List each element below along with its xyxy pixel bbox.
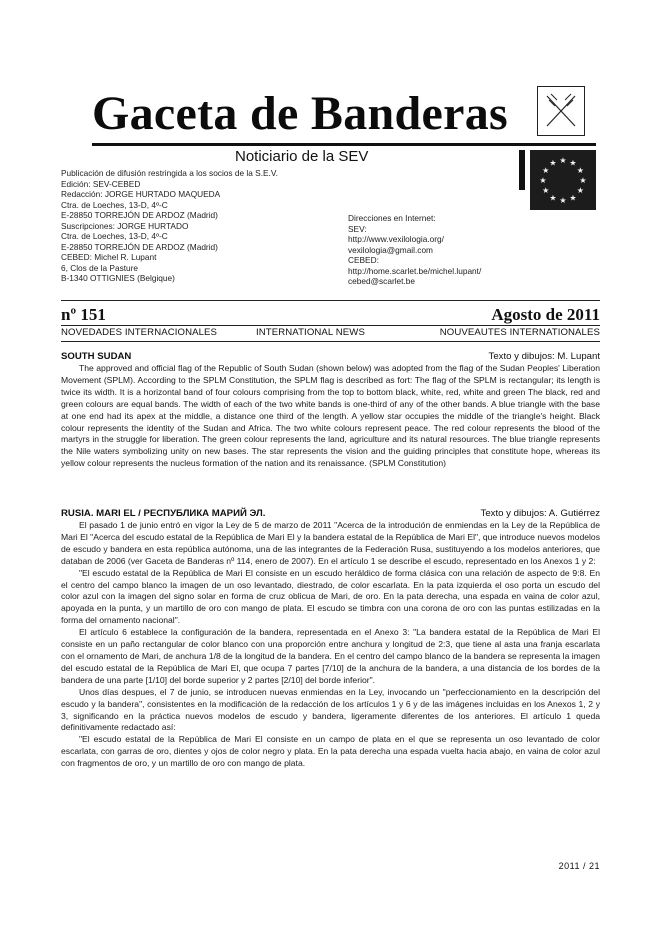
address-line: Redacción: JORGE HURTADO MAQUEDA: [61, 189, 221, 199]
address-line: E-28850 TORREJÓN DE ARDOZ (Madrid): [61, 210, 218, 220]
web-line: SEV:: [348, 223, 367, 234]
paragraph: El artículo 6 establece la configuración de la bandera, representada en el Anexo 3: "La bandera estatal de la República de Mari El consiste en un paño rectangular de color blanco con una proporción entre anchura y longitud de 2:3, que tiene al asta una franja escarlata con el ornamento de Mari, de anchura 1/8 de la longitud de la bandera. En el centro del campo blanco de la bandera se representa la imagen del escudo estatal de la República de Mari El, que ocupa 7 partes [7/10] de la anchura de la bandera, a una distancia de los bordes de la bandera de una parte [1/10] del borde superior y 2 partes [2/10] del borde inferior".: [61, 627, 600, 685]
web-link[interactable]: http://home.scarlet.be/michel.lupant/: [348, 265, 482, 276]
address-line: Edición: SEV-CEBED: [61, 178, 141, 189]
email-link[interactable]: vexilologia@gmail.com: [348, 244, 433, 255]
divider: [61, 341, 600, 342]
paragraph: The approved and official flag of the Republic of South Sudan (shown below) was adopted from the flag of the Sudan Peoples' Liberation Movement (SPLM). According to the SPLM Constitution, the SPLM flag is described as fort: The flag of the SPLM is rectangular; its length is twice its width. It is a horizontal band of four colours comprising from the top to bottom black, white, red, white and green The black, red and green colours are equal bands. The width of each of the two white bands is one-third of any of the other bands. A blue triangle with the base at one end had its apex at the middle, a distance one third of the length. A yellow star occupies the middle of the triangle's height. Black colour represents the identity of the Sudan and Africa. The two white colours represent peace. The red colour represents the blood of the martyrs in the struggle for liberation. The green colour represents the land, agriculture and its natural resources. The blue triangle represents the Nile waters symbolizing unity on new bases. The star represents the vision and the guiding principles that constitute hope, whereas its yellow colour represents the nucleus formation of the nation and its renaissance. (SPLM Constitution): [61, 363, 600, 469]
address-line: Ctra. de Loeches, 13-D, 4º-C: [61, 199, 168, 210]
star-icon: ★: [576, 166, 584, 175]
star-icon: ★: [549, 158, 557, 168]
star-icon: ★: [569, 193, 577, 203]
paragraph: El pasado 1 de junio entró en vigor la Ley de 5 de marzo de 2011 "Acerca de la introdución de enmiendas en la Ley de la República de Mari El "Acerca del escudo estatal de la República de Mari El y la bandera estatal de la República de Mari El", que introduce nuevos modelos de escudo y bandera en esta república autónoma, una de las integrantes de la Federación Rusa, sustituyendo a los modelos anteriores, que databan de 2006 (ver Gaceta de Banderas nº 114, enero de 2007). En el artículo 1 se describe el escudo, representado en los Anexos 1 y 2:: [61, 520, 600, 566]
paragraph: "El escudo estatal de la República de Mari El consiste en un campo de plata en el que se representa un oso levantado de color escarlata, con garras de oro, dientes y ojos de color negro y plata. En la pata derecha una espada vuelta hacia abajo, en vaina de color azul con fragmentos de oro, y un martillo de oro con mango de plata.: [61, 734, 600, 769]
web-link[interactable]: http://www.vexilologia.org/: [348, 234, 444, 244]
article-heading: [61, 351, 600, 363]
address-block: [61, 168, 278, 284]
paragraph: "El escudo estatal de la República de Mari El consiste en un escudo heráldico de forma clásica con una relación de aspecto de 9:8. En el centro del campo blanco la imagen de un oso levantado, diestrado, de color escarlata. En la pata izquierda el oso porta un escudo del color azul con la imagen del signo solar en forma de cruz oblicua de Mari, de oro. En la pata derecha, una espada en vaina de color azul, apoyada en la punta, y un martillo de oro con mango de plata. El escudo se timbra con una corona de oro con las puntas estilizadas en la forma del ornamento nacional".: [61, 567, 600, 626]
address-line: E-28850 TORREJÓN DE ARDOZ (Madrid): [61, 241, 218, 252]
star-icon: ★: [559, 196, 567, 205]
web-addresses: [348, 213, 481, 287]
section-fr: NOUVEAUTES INTERNATIONALES: [439, 327, 600, 338]
section-es: NOVEDADES INTERNACIONALES: [61, 327, 218, 338]
star-icon: ★: [559, 156, 567, 165]
star-icon: ★: [569, 158, 577, 168]
address-line: 6, Clos de la Pasture: [61, 262, 139, 273]
star-icon: ★: [542, 186, 550, 195]
section-banner: [61, 326, 600, 340]
eu-flag-icon: [530, 150, 596, 210]
article-body: [61, 363, 600, 470]
issue-date: Agosto de 2011: [491, 305, 600, 324]
sev-logo: [537, 86, 585, 136]
web-line: Direcciones en Internet:: [348, 213, 436, 223]
email-link[interactable]: cebed@scarlet.be: [348, 276, 415, 286]
masthead-rule: [92, 143, 596, 146]
page-folio: 2011 / 21: [558, 861, 600, 871]
article-credit: Texto y dibujos: A. Gutiérrez: [480, 508, 600, 519]
address-line: Suscripciones: JORGE HURTADO: [61, 220, 189, 231]
article-credit: Texto y dibujos: M. Lupant: [488, 351, 600, 362]
paragraph: Unos días despues, el 7 de junio, se introducen nuevas enmiendas en la Ley, invocando un "perfeccionamiento en la descripción del escudo y la bandera", consistentes en la modificación de la redacción de los artículos 1 y 6 y de las imágenes incluidas en los Anexos 1, 2 y 3, significando en la práctica nuevos modelos de escudo y bandera, ligeramente diferentes de los anteriores. El artículo 1 queda definitivamente redactado así:: [61, 686, 600, 733]
address-line: CEBED: Michel R. Lupant: [61, 252, 157, 262]
star-icon: ★: [549, 193, 557, 203]
decorative-bar: [519, 150, 525, 190]
article-title: SOUTH SUDAN: [61, 351, 132, 362]
address-line: B-1340 OTTIGNIES (Belgique): [61, 273, 175, 283]
star-icon: ★: [539, 176, 547, 185]
star-icon: ★: [576, 186, 584, 195]
issue-number: nº 151: [61, 305, 106, 324]
address-line: Ctra. de Loeches, 13-D, 4º-C: [61, 231, 168, 241]
star-icon: ★: [579, 176, 587, 185]
article-body: [61, 520, 600, 770]
masthead-subtitle: Noticiario de la SEV: [235, 148, 369, 165]
web-line: CEBED:: [348, 255, 379, 265]
section-en: INTERNATIONAL NEWS: [256, 327, 365, 338]
article-title: RUSIA. MARI EL / РЕСПУБЛИКА МАРИЙ ЭЛ.: [61, 508, 266, 519]
divider: [61, 300, 600, 301]
masthead-title: Gaceta de Banderas: [92, 87, 509, 140]
address-line: Publicación de difusión restringida a los socios de la S.E.V.: [61, 168, 278, 178]
star-icon: ★: [542, 166, 550, 175]
article-heading: [61, 508, 600, 520]
